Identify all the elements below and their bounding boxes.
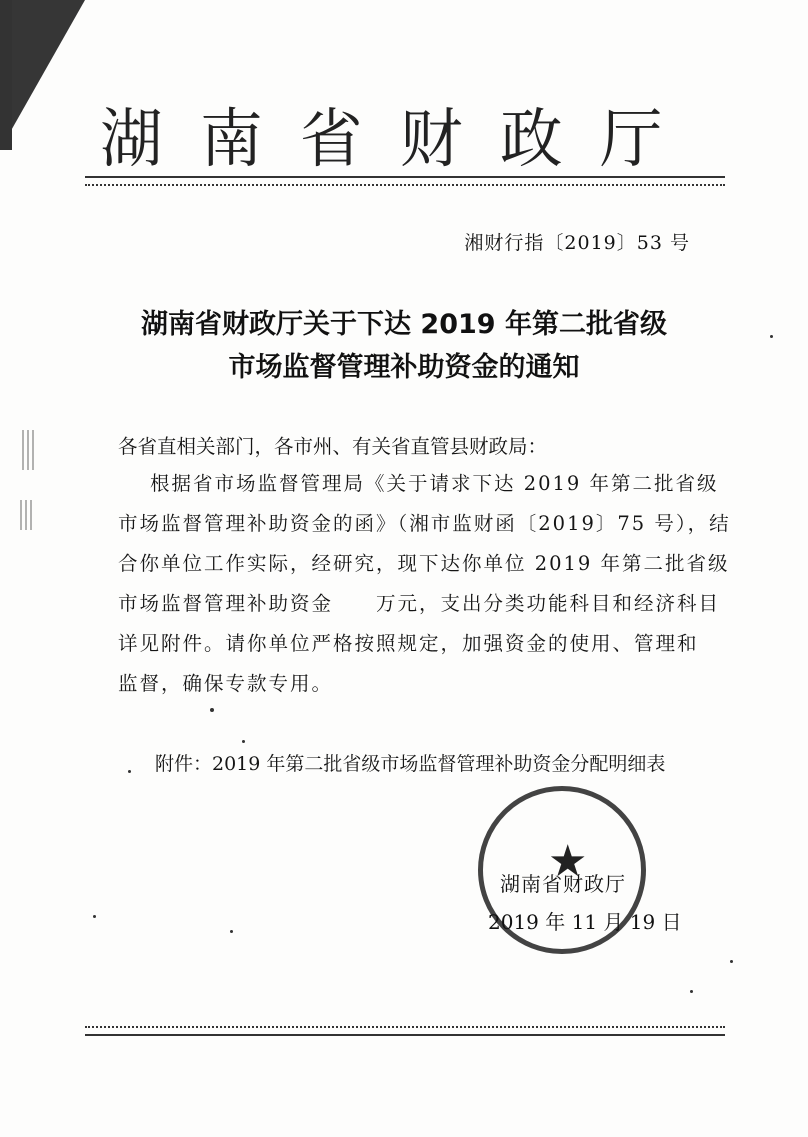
scan-speck: [242, 740, 245, 743]
salutation: 各省直相关部门，各市州、有关省直管县财政局：: [118, 435, 548, 458]
footer-divider: [85, 1026, 725, 1036]
attachment-note: 附件：2019 年第二批省级市场监督管理补助资金分配明细表: [155, 753, 666, 775]
document-number: 湘财行指〔2019〕53 号: [464, 232, 690, 254]
scan-speck: [730, 960, 733, 963]
paragraph-line: 合你单位工作实际，经研究，现下达你单位 2019 年第二批省级: [118, 552, 730, 575]
paragraph-line: 市场监督管理补助资金 万元，支出分类功能科目和经济科目: [118, 592, 721, 615]
letterhead-divider: [85, 176, 725, 186]
paragraph-line: 详见附件。请你单位严格按照规定，加强资金的使用、管理和: [118, 632, 699, 655]
scan-smudge: [20, 500, 34, 530]
scan-speck: [210, 708, 214, 712]
scan-speck: [690, 990, 693, 993]
scan-speck: [93, 915, 96, 918]
scan-smudge: [22, 430, 36, 470]
document-title-line-2: 市场监督管理补助资金的通知: [228, 352, 580, 383]
scan-edge-artifact: [0, 0, 12, 150]
scan-speck: [230, 930, 233, 933]
paragraph-line: 根据省市场监督管理局《关于请求下达 2019 年第二批省级: [150, 472, 719, 495]
letterhead-title: 湖南省财政厅: [100, 103, 700, 177]
seal-star-icon: ★: [548, 836, 588, 887]
scan-speck: [770, 335, 773, 338]
signature-organization: 湖南省财政厅: [500, 872, 626, 896]
paragraph-line: 监督，确保专款专用。: [118, 672, 334, 695]
paragraph-line: 市场监督管理补助资金的函》（湘市监财函〔2019〕75 号），结: [118, 512, 731, 535]
signature-date: 2019 年 11 月 19 日: [488, 910, 682, 934]
document-title-line-1: 湖南省财政厅关于下达 2019 年第二批省级: [141, 309, 667, 340]
scan-corner-artifact: [0, 0, 85, 150]
scan-speck: [128, 770, 131, 773]
